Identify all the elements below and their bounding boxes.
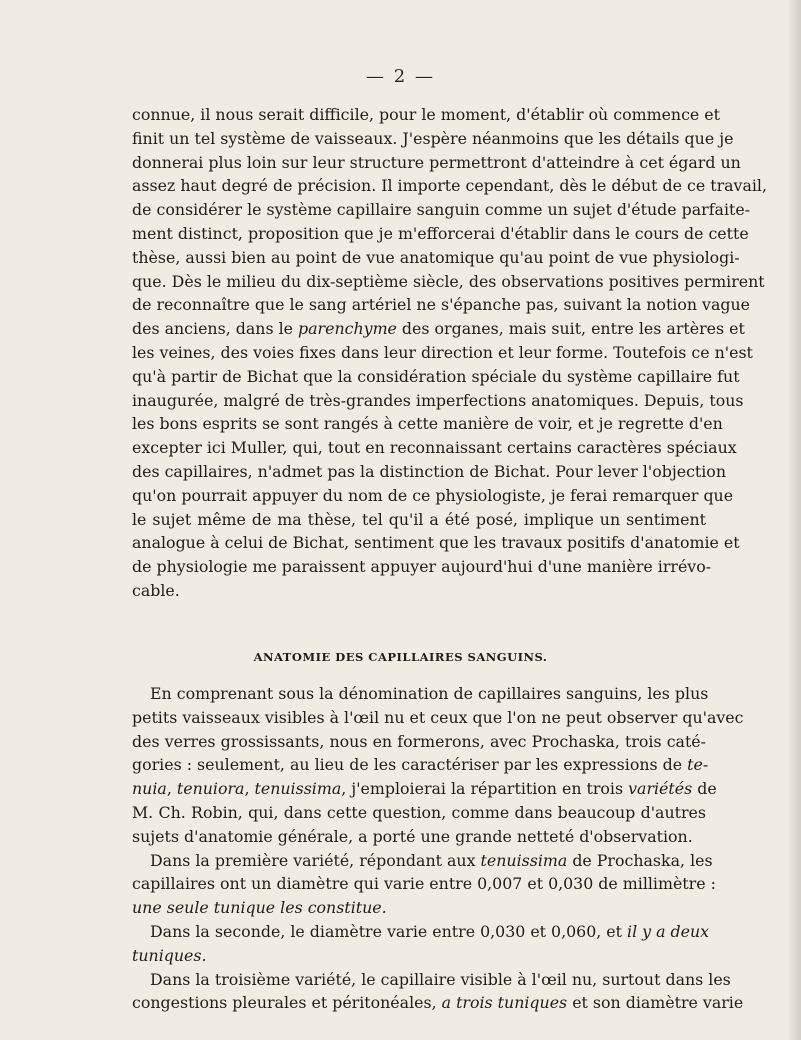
italic-term: tenuiora <box>176 779 245 799</box>
text-line: le sujet même de ma thèse, tel qu'il a été posé, implique un sentiment <box>132 509 706 529</box>
text-line: analogue à celui de Bichat, sentiment que les travaux positifs d'anatomie et <box>132 533 740 553</box>
text-line <box>132 753 709 777</box>
italic-term: une seule tunique les constitue. <box>132 898 387 918</box>
text-line: de physiologie me paraissent appuyer aujourd'hui d'une manière irrévo- <box>132 557 712 577</box>
text-line <box>132 944 706 968</box>
text-line: connue, il nous serait difficile, pour le moment, d'établir où commence et <box>132 105 721 124</box>
page-number: — 2 — <box>366 66 435 87</box>
text-run: Dans la seconde, le diamètre varie entre 0,030 et 0,060, et <box>150 921 628 941</box>
text-run: de Prochaska, les <box>567 850 713 870</box>
italic-term: nuia <box>132 779 167 799</box>
text-line: que. Dès le milieu du dix-septième siècle, des observations positives permirent <box>132 271 765 291</box>
text-line: assez haut degré de précision. Il importe cependant, dès le début de ce travail, <box>132 176 768 196</box>
text-line: En comprenant sous la dénomination de capillaires sanguins, les plus <box>150 684 709 703</box>
italic-term: te- <box>687 755 709 775</box>
italic-term: a trois tuniques <box>441 993 568 1013</box>
text-line: de considérer le système capillaire sanguin comme un sujet d'étude parfaite- <box>132 200 751 220</box>
italic-term: variétés <box>628 779 693 799</box>
text-line: des verres grossissants, nous en formerons, avec Prochaska, trois caté- <box>132 731 706 751</box>
text-line: thèse, aussi bien au point de vue anatomique qu'au point de vue physiologi- <box>132 247 740 267</box>
text-run: des organes, mais suit, entre les artères et <box>396 319 745 339</box>
paragraph-third-variety <box>132 968 744 1016</box>
section-body <box>132 682 744 1015</box>
text-run: congestions pleurales et péritonéales, <box>132 993 442 1013</box>
text-run: de <box>692 779 717 799</box>
text-line: finit un tel système de vaisseaux. J'espère néanmoins que les détails que je <box>132 128 734 148</box>
italic-term: parenchyme <box>298 319 397 339</box>
paragraph-first-variety <box>132 849 716 920</box>
text-run: des anciens, dans le <box>132 319 299 339</box>
text-line: les bons esprits se sont rangés à cette manière de voir, et je regrette d'en <box>132 414 723 434</box>
paragraph-capillary-system-intro <box>132 103 768 603</box>
text-line: qu'on pourrait appuyer du nom de ce physiologiste, je ferai remarquer que <box>132 485 734 505</box>
text-run: , <box>166 779 177 799</box>
text-line: capillaires ont un diamètre qui varie entre 0,007 et 0,030 de millimètre : <box>132 874 716 894</box>
italic-term: tenuissima <box>480 850 568 870</box>
page-edge-shadow <box>787 0 801 1040</box>
paragraph-second-variety <box>132 920 710 968</box>
text-run: et son diamètre varie <box>567 993 744 1013</box>
text-line: ment distinct, proposition que je m'efforcerai d'établir dans le cours de cette <box>132 223 749 243</box>
text-line: excepter ici Muller, qui, tout en reconnaissant certains caractères spéciaux <box>132 438 737 458</box>
italic-term: il y a deux <box>627 921 710 941</box>
text-line <box>132 896 706 920</box>
text-run: Dans la première variété, répondant aux <box>150 850 481 870</box>
text-line <box>132 849 713 873</box>
text-line: sujets d'anatomie générale, a porté une grande netteté d'observation. <box>132 826 693 846</box>
text-run: , j'emploierai la répartition en trois <box>341 779 629 799</box>
italic-term: tuniques. <box>132 945 207 965</box>
text-run: gories : seulement, au lieu de les caractériser par les expressions de <box>132 755 688 775</box>
text-line: donnerai plus loin sur leur structure permettront d'atteindre à cet égard un <box>132 152 741 172</box>
text-line: petits vaisseaux visibles à l'œil nu et ceux que l'on ne peut observer qu'avec <box>132 707 744 727</box>
italic-term: tenuissima <box>254 779 342 799</box>
text-run: , <box>244 779 255 799</box>
text-line: des capillaires, n'admet pas la distinction de Bichat. Pour lever l'objection <box>132 461 726 481</box>
text-line: cable. <box>132 580 180 600</box>
text-line: Dans la troisième variété, le capillaire visible à l'œil nu, surtout dans les <box>150 969 731 989</box>
paragraph-classification <box>132 682 744 849</box>
section-heading: ANATOMIE DES CAPILLAIRES SANGUINS. <box>253 650 548 664</box>
text-line: de reconnaître que le sang artériel ne s'épanche pas, suivant la notion vague <box>132 295 751 315</box>
text-line: qu'à partir de Bichat que la considération spéciale du système capillaire fut <box>132 366 740 386</box>
text-line: M. Ch. Robin, qui, dans cette question, comme dans beaucoup d'autres <box>132 802 706 822</box>
text-line <box>132 317 745 341</box>
text-line: les veines, des voies fixes dans leur direction et leur forme. Toutefois ce n'est <box>132 342 753 362</box>
text-line <box>132 991 744 1015</box>
text-line: inaugurée, malgré de très-grandes imperfections anatomiques. Depuis, tous <box>132 390 744 410</box>
text-line <box>132 920 710 944</box>
text-line <box>132 777 717 801</box>
